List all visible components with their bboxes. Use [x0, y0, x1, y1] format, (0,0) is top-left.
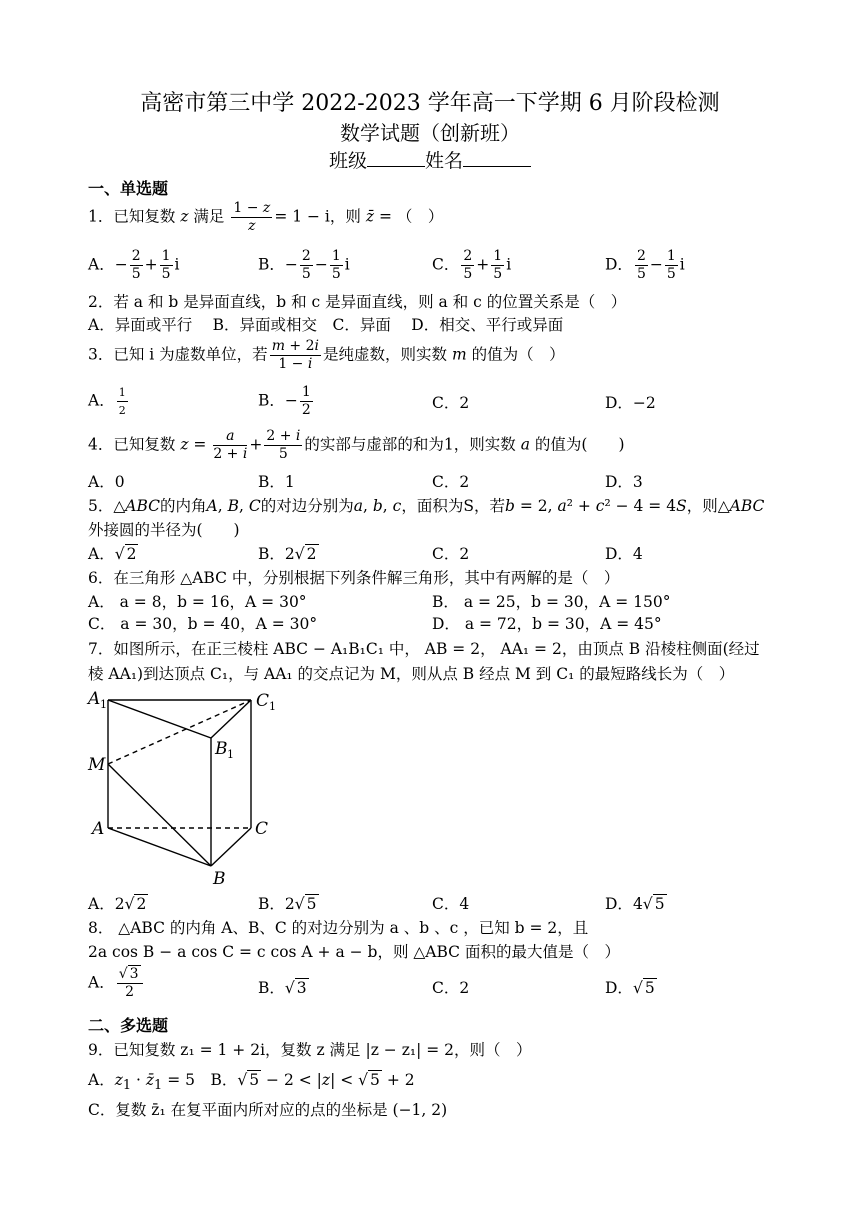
q4-option-d[interactable]: D．3 [605, 473, 643, 491]
q5-option-b[interactable]: B．2√ 2 [258, 545, 317, 563]
section-multi-choice: 二、多选题 [88, 1016, 169, 1035]
label-a: A [92, 819, 105, 839]
q7-option-b[interactable]: B．2√ 5 [258, 895, 317, 913]
label-c1: C [256, 691, 270, 711]
q7-option-d[interactable]: D．4√ 5 [605, 895, 665, 913]
q1-option-c[interactable]: C． $\frac{2}{5}$ + $\frac{1}{5}$ i [432, 248, 512, 282]
question-5-line-2: 外接圆的半径为( ) [88, 521, 240, 539]
label-m: M [88, 755, 106, 775]
q9-options-ab[interactable]: A．$z_1$ · $z̄_1 = 5$ B．√ 5 − 2 < |z| < √ 5 + 2 [88, 1071, 415, 1094]
q1-fraction: $\frac{1 - z}{z}$ [233, 200, 271, 234]
q6-option-a[interactable]: A． a = 8，b = 16，A = 30° [88, 593, 307, 611]
name-label: 姓名 [425, 150, 464, 172]
class-name-line [0, 146, 860, 173]
q6-option-d[interactable]: D． a = 72，b = 30，A = 45° [432, 615, 662, 633]
question-7-line-2: 棱 AA₁)到达顶点 C₁，与 AA₁ 的交点记为 M，则从点 B 经点 M 到 C₁ 的最短路线长为（ ） [88, 665, 735, 683]
q1-option-d[interactable]: D． $\frac{2}{5}$ − $\frac{1}{5}$ i [605, 248, 685, 282]
question-4-stem: 4．已知复数 z = $\frac{a}{2 + i}$ + $\frac{2 + i}{5}$ 的实部与虚部的和为1，则实数 a 的值为( ) [88, 428, 625, 462]
q5-option-d[interactable]: D．4 [605, 545, 643, 563]
q3-option-a[interactable]: A． $\frac{1}{2}$ [88, 386, 126, 417]
question-7-line-1: 7．如图所示，在正三棱柱 ABC − A₁B₁C₁ 中， AB = 2， AA₁ = 2，由顶点 B 沿棱柱侧面(经过 [88, 640, 760, 658]
question-9-stem: 9．已知复数 z₁ = 1 + 2i，复数 z 满足 |z − z₁| = 2，则（ ） [88, 1041, 532, 1059]
exam-subtitle: 数学试题（创新班） [340, 121, 520, 145]
question-8-line-2: 2a cos B − a cos C = c cos A + a − b，则 △ABC 面积的最大值是（ ） [88, 943, 620, 961]
edge-a1b1 [108, 700, 211, 738]
q8-option-c[interactable]: C．2 [432, 979, 470, 997]
label-b1: B [215, 739, 228, 759]
q3-option-b[interactable]: B．− $\frac{1}{2}$ [258, 384, 311, 418]
q4-option-b[interactable]: B．1 [258, 473, 295, 491]
exam-title: 高密市第三中学 2022-2023 学年高一下学期 6 月阶段检测 [140, 91, 720, 116]
edge-bc [211, 828, 251, 866]
q6-option-b[interactable]: B． a = 25，b = 30，A = 150° [432, 593, 671, 611]
class-blank[interactable] [367, 148, 425, 167]
label-c1-sub: 1 [269, 700, 276, 713]
q3-option-c[interactable]: C．2 [432, 394, 470, 412]
q8-option-d[interactable]: D．√ 5 [605, 979, 655, 997]
q6-option-c[interactable]: C． a = 30，b = 40，A = 30° [88, 615, 318, 633]
label-a1-sub: 1 [100, 698, 107, 711]
q8-option-a[interactable]: A． $\frac{√ 3}{2}$ [88, 966, 145, 1001]
label-b: B [213, 869, 226, 886]
edge-ab [108, 828, 211, 866]
edge-b1c1 [211, 700, 251, 738]
class-label: 班级 [328, 150, 367, 172]
label-a1: A [88, 689, 101, 709]
prism-figure [86, 686, 286, 886]
section-single-choice: 一、单选题 [88, 179, 169, 198]
question-6-stem: 6．在三角形 △ABC 中，分别根据下列条件解三角形，其中有两解的是（ ） [88, 569, 620, 587]
q9-option-c[interactable]: C．复数 z̄₁ 在复平面内所对应的点的坐标是 (−1, 2) [88, 1101, 448, 1119]
q1-text-a: 1．已知复数 [88, 207, 176, 226]
q7-option-a[interactable]: A．2√ 2 [88, 895, 147, 913]
label-c: C [255, 819, 269, 839]
q7-option-c[interactable]: C．4 [432, 895, 470, 913]
question-2-options[interactable]: A．异面或平行 B．异面或相交 C．异面 D．相交、平行或异面 [88, 316, 564, 334]
question-8-line-1: 8． △ABC 的内角 A、B、C 的对边分别为 a 、b 、c ，已知 b = 2，且 [88, 919, 589, 937]
question-1-stem: 1．已知复数 z 满足 $\frac{1 - z}{z}$ = 1 − i，则 z̄ = （ ） [88, 200, 444, 234]
q3-option-d[interactable]: D．−2 [605, 394, 656, 412]
q8-option-b[interactable]: B．√ 3 [258, 979, 307, 997]
question-2-stem: 2．若 a 和 b 是异面直线，b 和 c 是异面直线，则 a 和 c 的位置关系是（ ） [88, 293, 627, 311]
label-b1-sub: 1 [227, 748, 234, 761]
q5-option-c[interactable]: C．2 [432, 545, 470, 563]
q1-option-b[interactable]: B．− $\frac{2}{5}$ − $\frac{1}{5}$ i [258, 248, 350, 282]
q1-text-d: （ ） [396, 207, 444, 226]
q1-text-b: 满足 [193, 207, 225, 226]
q1-text-c: ，则 [329, 207, 361, 226]
q1-option-a[interactable]: A．− $\frac{2}{5}$ + $\frac{1}{5}$ i [88, 248, 180, 282]
q4-option-c[interactable]: C．2 [432, 473, 470, 491]
question-5-line-1: 5．△ABC的内角A, B, C的对边分别为a, b, c，面积为S，若b = 2, a² + c² − 4 = 4S，则△ABC [88, 497, 765, 515]
name-blank[interactable] [463, 148, 531, 167]
path-bm [108, 764, 211, 866]
q4-option-a[interactable]: A．0 [88, 473, 125, 491]
question-3-stem: 3．已知 i 为虚数单位，若 $\frac{m + 2i}{1 - i}$ 是纯虚数，则实数 m 的值为（ ） [88, 338, 565, 372]
q5-option-a[interactable]: A．√ 2 [88, 545, 137, 563]
